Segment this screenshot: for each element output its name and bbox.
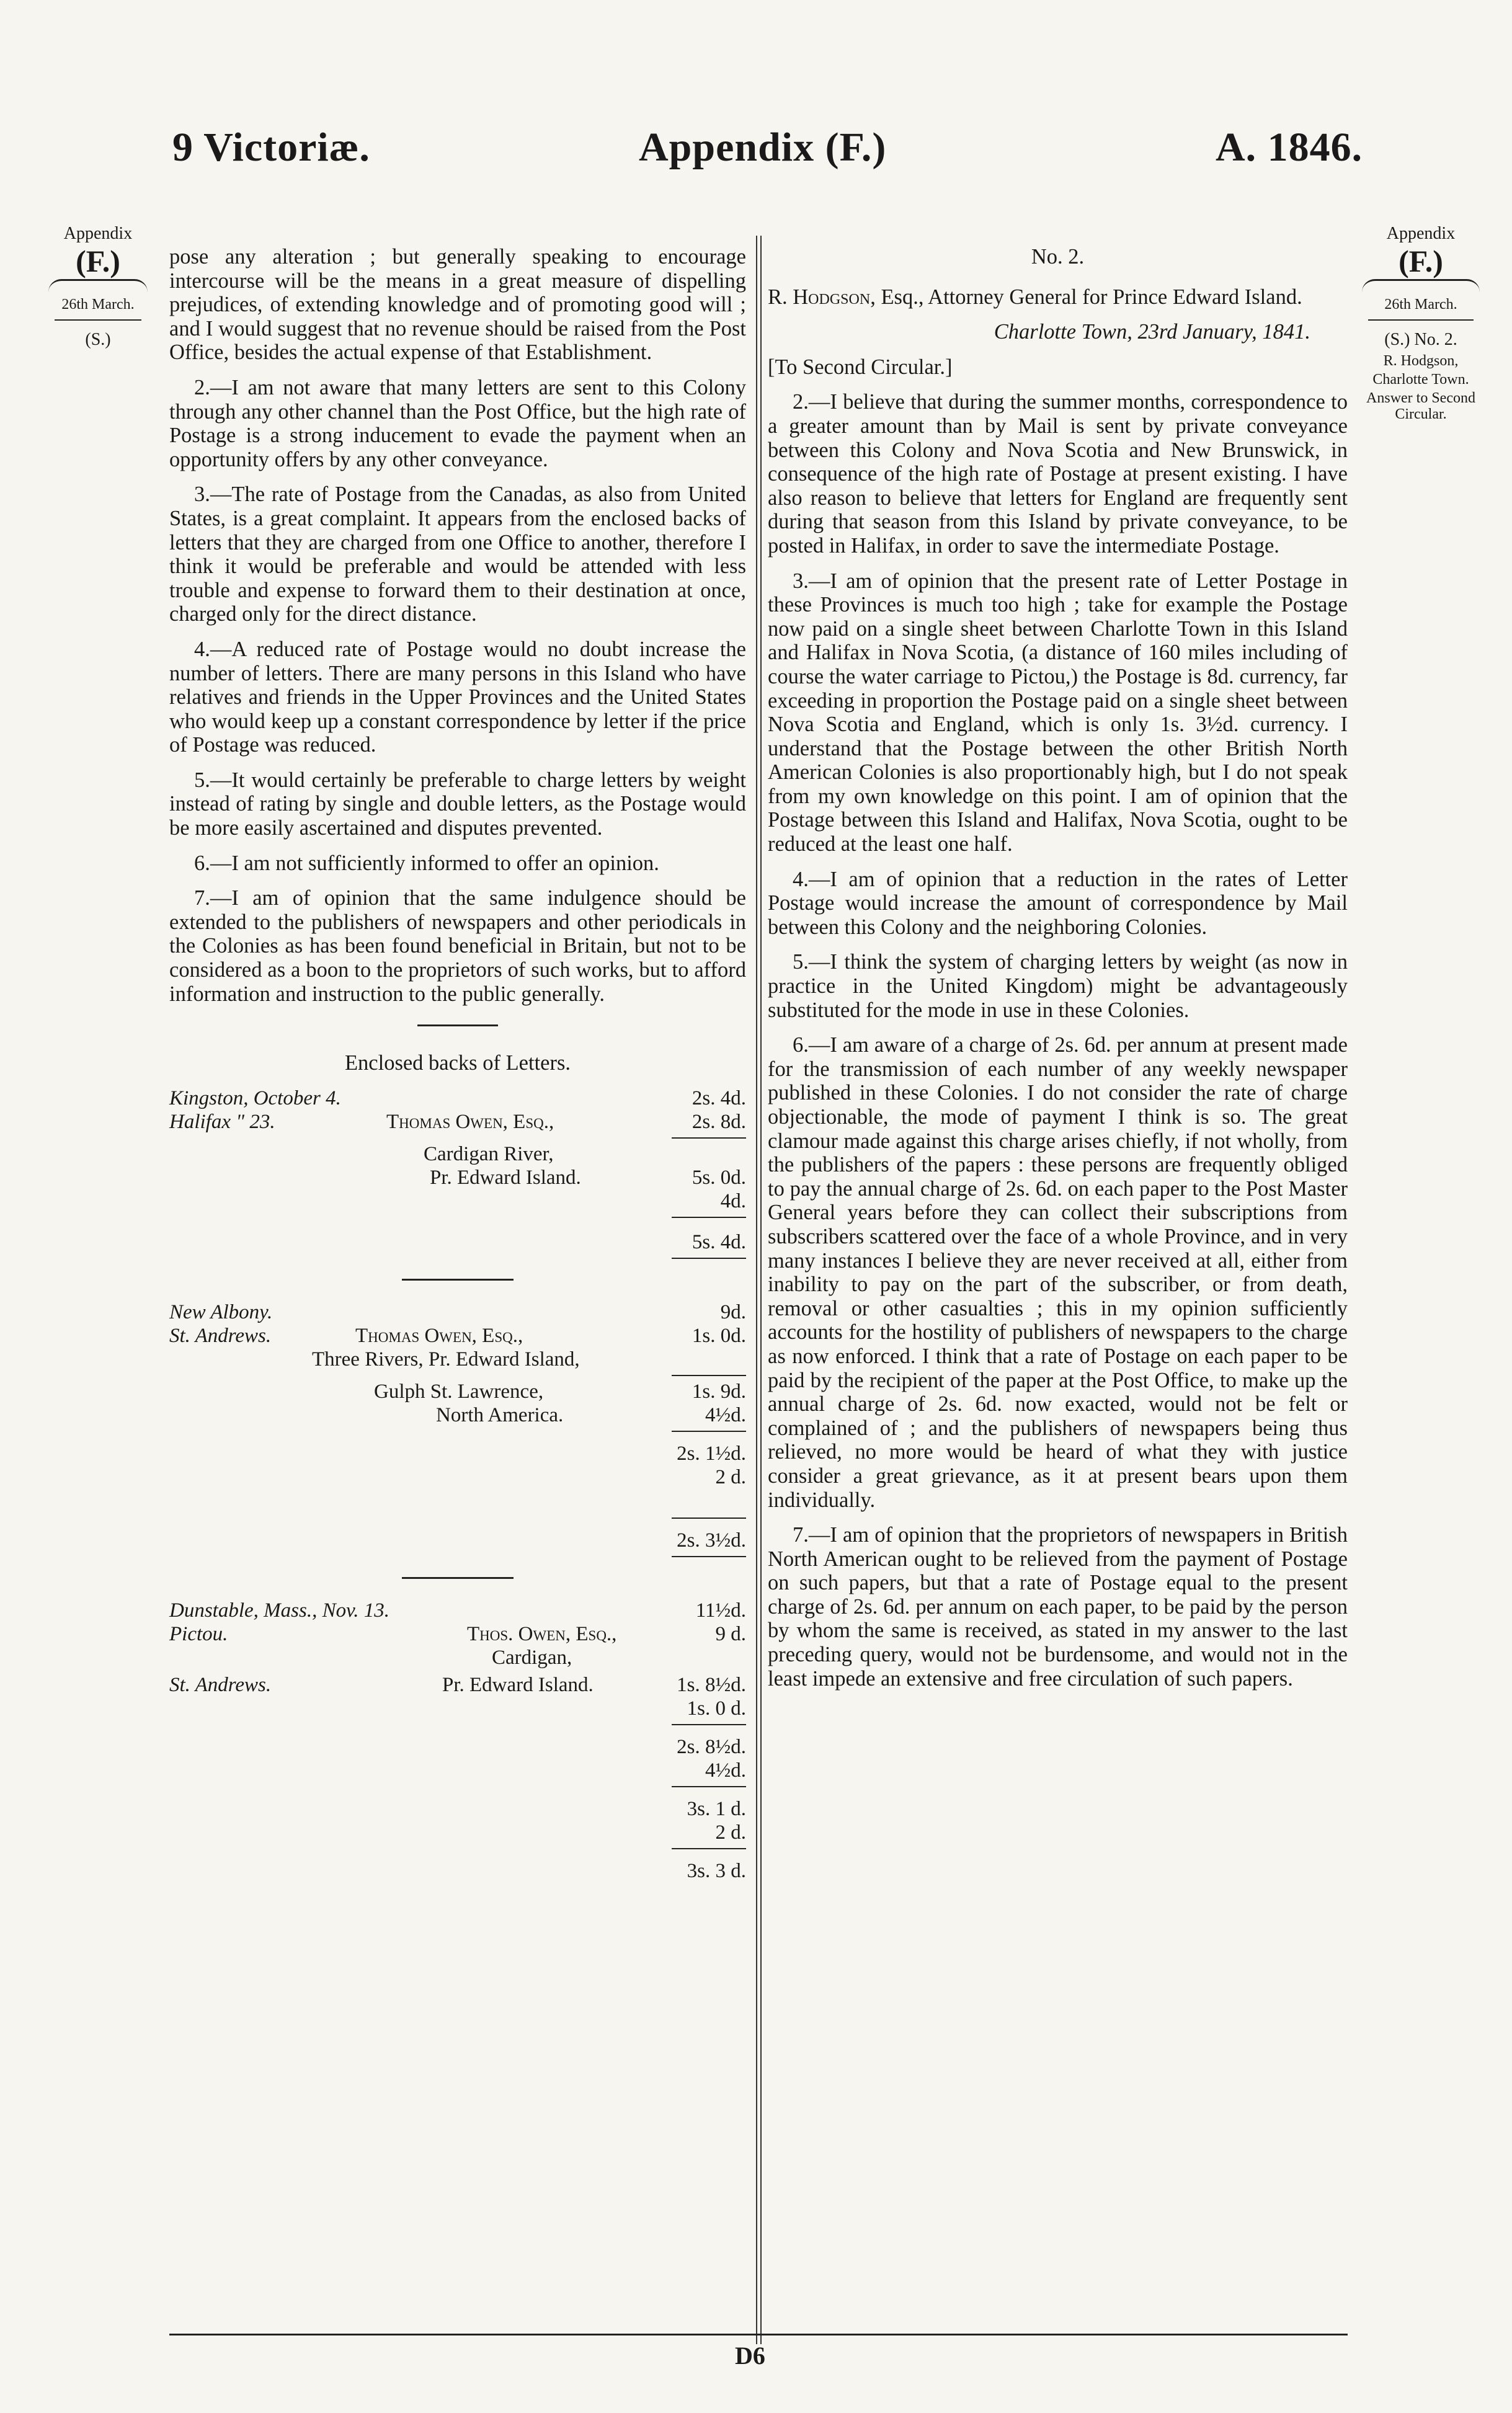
group-rule [402, 1279, 514, 1281]
paragraph-4: 4.—I am of opinion that a reduction in the rates of Letter Postage would increase the amount of correspondence by Mail between this Colony and the neighboring Colonies. [768, 867, 1348, 939]
amount-rule [169, 1552, 746, 1561]
ledger-addressee: Gulph St. Lawrence, [374, 1380, 544, 1403]
amount-rule [169, 1514, 746, 1522]
ledger-place: St. Andrews. [169, 1324, 272, 1347]
amount-rule [169, 1213, 746, 1222]
amount-rule [169, 1254, 746, 1263]
ledger-subtotal: 2s. 1½d. [677, 1442, 746, 1465]
ledger-addressee: Pr. Edward Island. [430, 1166, 581, 1189]
header-appendix: Appendix (F.) [639, 125, 887, 170]
ledger-place: New Albony. [169, 1300, 273, 1323]
ledger-row [169, 1697, 746, 1720]
margin-appendix-label: Appendix [63, 224, 133, 243]
ledger-place: Pictou. [169, 1622, 228, 1645]
ledger-addressee: Thos. Owen, Esq., [467, 1622, 617, 1645]
margin-date: 26th March. [61, 296, 135, 313]
amount-rule [169, 1427, 746, 1436]
margin-appendix-label: Appendix [1386, 224, 1456, 243]
ledger-row [169, 1403, 746, 1427]
ledger-row [169, 1465, 746, 1489]
ledger-amount: 9 d. [715, 1622, 746, 1645]
margin-rule [55, 319, 141, 321]
paragraph-6: 6.—I am not sufficiently informed to offer an opinion. [194, 851, 659, 875]
addressee-name: R. Hodgson [768, 285, 871, 309]
bottom-rule [169, 2334, 1348, 2335]
paragraph-3: 3.—The rate of Postage from the Canadas, as also from United States, is a great complaint. It appears from the enclosed backs of letters that they are charged from one Office to another, therefore I think it would be preferable and would be attended with less trouble and expense to forward them to their destination at once, charged only for the direct distance. [169, 482, 746, 626]
ledger-row [169, 1142, 746, 1166]
ledger-row [169, 1166, 746, 1189]
ledger-place: Halifax " 23. [169, 1110, 275, 1133]
ledger-total: 3s. 3 d. [687, 1859, 746, 1882]
paragraph-5: 5.—I think the system of charging letters by weight (as now in practice in the United Kingdom) might be advantageously substituted for the mode in use in these Colonies. [768, 950, 1348, 1022]
ledger-total: 5s. 4d. [692, 1230, 746, 1253]
letter-dateline: Charlotte Town, 23rd January, 1841. [994, 320, 1310, 344]
amount-rule [169, 1782, 746, 1791]
ledger-amount: 2 d. [715, 1465, 746, 1488]
ledger-row [169, 1380, 746, 1403]
ledger-addressee: Cardigan, [492, 1646, 572, 1669]
ledger-addressee: Pr. Edward Island. [442, 1673, 594, 1696]
ledger-row [169, 1759, 746, 1782]
paragraph-intro: pose any alteration ; but generally speaking to encourage intercourse will be the means in a great measure of dispelling prejudices, of extending knowledge and of promoting good will ; and I would suggest that no revenue should be raised from the Post Office, besides the actual expense of that Establishment. [169, 245, 746, 365]
ledger-amount: 1s. 0 d. [687, 1697, 746, 1720]
amount-rule [169, 1371, 746, 1380]
group-rule [402, 1577, 514, 1579]
amount-rule [169, 1134, 746, 1142]
ledger-row [169, 1087, 746, 1110]
paragraph-5: 5.—It would certainly be preferable to charge letters by weight instead of rating by single and double letters, as the Postage would be more easily ascertained and disputes prevented. [169, 768, 746, 840]
ledger-subtotal: 3s. 1 d. [687, 1797, 746, 1820]
ledger-row [169, 1859, 746, 1883]
ledger-row [169, 1230, 746, 1254]
ledger-row [169, 1821, 746, 1844]
margin-section: (S.) No. 2. [1384, 330, 1457, 349]
page-number: D6 [735, 2342, 765, 2370]
ledger-amount: 1s. 9d. [692, 1380, 746, 1403]
ledger-row [169, 1348, 746, 1371]
margin-rule [1368, 319, 1474, 321]
ledger-amount: 4½d. [705, 1403, 746, 1426]
ledger-amount: 1s. 0d. [692, 1324, 746, 1347]
ledger-amount: 2 d. [715, 1821, 746, 1844]
header-session: 9 Victoriæ. [172, 125, 370, 170]
column-divider [756, 236, 762, 2344]
ledger-row [169, 1622, 746, 1646]
ledger-row [169, 1673, 746, 1697]
section-rule [417, 1024, 498, 1026]
ledger-row [169, 1797, 746, 1821]
amount-rule [169, 1844, 746, 1853]
ledger-row [169, 1300, 746, 1324]
ledger-amount: 5s. 0d. [692, 1166, 746, 1189]
amount-rule [169, 1720, 746, 1729]
ledger-addressee: North America. [436, 1403, 564, 1426]
paragraph-6: 6.—I am aware of a charge of 2s. 6d. per annum at present made for the transmission of each number of any weekly newspaper published in these Colonies. I do not consider the rate of charge objectionable, the mode of payment I think is so. The great clamour made against this charge arises chiefly, if not wholly, from the publishers of the papers : these persons are frequently obliged to pay the annual charge of 2s. 6d. on each paper to the Post Master General years before they can collect their subscriptions from subscribers scattered over the face of a whole Province, and in very many instances I believe they are never received at all, either from inability to pay on the part of the subscriber, or from death, removal or other casualties ; this in my opinion sufficiently accounts for the hostility of publishers of newspapers to the charge as now enforced. I think that a rate of Postage on each paper to be paid by the recipient of the paper at the Post Office, to make up the annual charge of 2s. 6d. now exacted, would not be felt or complained of ; and the publishers of newspapers being thus relieved, no more would be heard of what they with justice consider a great grievance, as it at present bears upon them individually. [768, 1033, 1348, 1512]
margin-note-answer: Answer to Second Circular. [1366, 390, 1475, 422]
margin-appendix-letter: (F.) [1399, 244, 1443, 278]
ledger-addressee: Cardigan River, [424, 1142, 554, 1165]
enclosed-heading: Enclosed backs of Letters. [344, 1051, 571, 1075]
right-column [768, 245, 1348, 1702]
ledger-amount: 4½d. [705, 1759, 746, 1782]
ledger-row [169, 1599, 746, 1622]
margin-note-place: Charlotte Town. [1372, 371, 1469, 388]
paragraph-7: 7.—I am of opinion that the same indulgence should be extended to the publishers of newspapers and other periodicals in the Colonies as has been found beneficial in Britain, but not to be considered as a boon to the proprietors of such works, but to afford information and instruction to the public generally. [169, 886, 746, 1006]
paragraph-7: 7.—I am of opinion that the proprietors of newspapers in British North American ought to be relieved from the payment of Postage on such papers, but that a rate of Postage equal to the present charge of 2s. 6d. per annum on each paper, to be paid by the person by whom the same is received, as stated in my answer to the last preceding query, would not be burdensome, and would not in the least impede an extensive and free circulation of such papers. [768, 1523, 1348, 1691]
ledger-amount: 1s. 8½d. [677, 1673, 746, 1696]
ledger-row [169, 1189, 746, 1213]
paragraph-2: 2.—I believe that during the summer months, correspondence to a greater amount than by Mail is sent by private conveyance between this Colony and Nova Scotia and New Brunswick, in consequence of the high rate of Postage at present existing. I have also reason to believe that letters for England are frequently sent during that season from this Island by private conveyance, to be posted in Halifax, in order to save the intermediate Postage. [768, 390, 1348, 558]
margin-date: 26th March. [1384, 296, 1457, 313]
ledger-row [169, 1442, 746, 1465]
ledger-addressee: Thomas Owen, Esq., [386, 1110, 554, 1133]
ledger-place: Kingston, October 4. [169, 1087, 341, 1109]
ledger-addressee: Three Rivers, Pr. Edward Island, [312, 1348, 580, 1371]
ledger-amount: 11½d. [695, 1599, 746, 1622]
margin-note-name: R. Hodgson, [1383, 353, 1459, 369]
margin-section: (S.) [85, 330, 111, 349]
ledger-subtotal: 2s. 8½d. [677, 1735, 746, 1758]
letter-number: No. 2. [1031, 245, 1085, 269]
ledger-amount: 4d. [720, 1189, 746, 1212]
ledger-row [169, 1735, 746, 1759]
right-margin-notes [1356, 223, 1486, 422]
addressee-title: , Esq., Attorney General for Prince Edward Island. [870, 285, 1302, 309]
ledger-total: 2s. 3½d. [677, 1529, 746, 1552]
left-column [169, 245, 746, 1883]
ledger-amount: 2s. 4d. [692, 1087, 746, 1109]
paragraph-3: 3.—I am of opinion that the present rate of Letter Postage in these Provinces is much too high ; take for example the Postage now paid on a single sheet between Charlotte Town in this Island and Halifax in Nova Scotia, (a distance of 160 miles including of course the water carriage to Pictou,) the Postage is 8d. currency, far exceeding in proportion the Postage paid on a single sheet between Nova Scotia and England, which is only 1s. 3½d. currency. I understand that the Postage between the other British North American Colonies is also proportionably high, but I do not speak from my own knowledge on this point. I am of opinion that the Postage between this Island and Halifax, Nova Scotia, ought to be reduced at the least one half. [768, 569, 1348, 856]
ledger-row [169, 1646, 746, 1669]
margin-appendix-letter: (F.) [76, 244, 120, 278]
ledger-place: Dunstable, Mass., Nov. 13. [169, 1599, 390, 1622]
ledger-amount: 2s. 8d. [692, 1110, 746, 1133]
header-year: A. 1846. [1216, 125, 1363, 170]
paragraph-2: 2.—I am not aware that many letters are sent to this Colony through any other channel than the Post Office, but the high rate of Postage is a strong inducement to evade the payment when an opportunity offers by any other conveyance. [169, 375, 746, 471]
ledger-amount: 9d. [720, 1300, 746, 1323]
ledger-row [169, 1110, 746, 1134]
margin-brace [48, 279, 148, 292]
letter-addressee [768, 285, 1348, 309]
left-margin-notes [42, 223, 154, 350]
margin-brace [1362, 279, 1480, 292]
ledger-row [169, 1529, 746, 1552]
ledger-row [169, 1324, 746, 1348]
ledger-addressee: Thomas Owen, Esq., [355, 1324, 523, 1347]
paragraph-4: 4.—A reduced rate of Postage would no doubt increase the number of letters. There are many persons in this Island who have relatives and friends in the Upper Provinces and the United States who would keep up a constant correspondence by letter if the price of Postage was reduced. [169, 637, 746, 757]
circular-reference: [To Second Circular.] [768, 355, 953, 379]
ledger-place: St. Andrews. [169, 1673, 272, 1696]
letters-ledger [169, 1087, 746, 1883]
